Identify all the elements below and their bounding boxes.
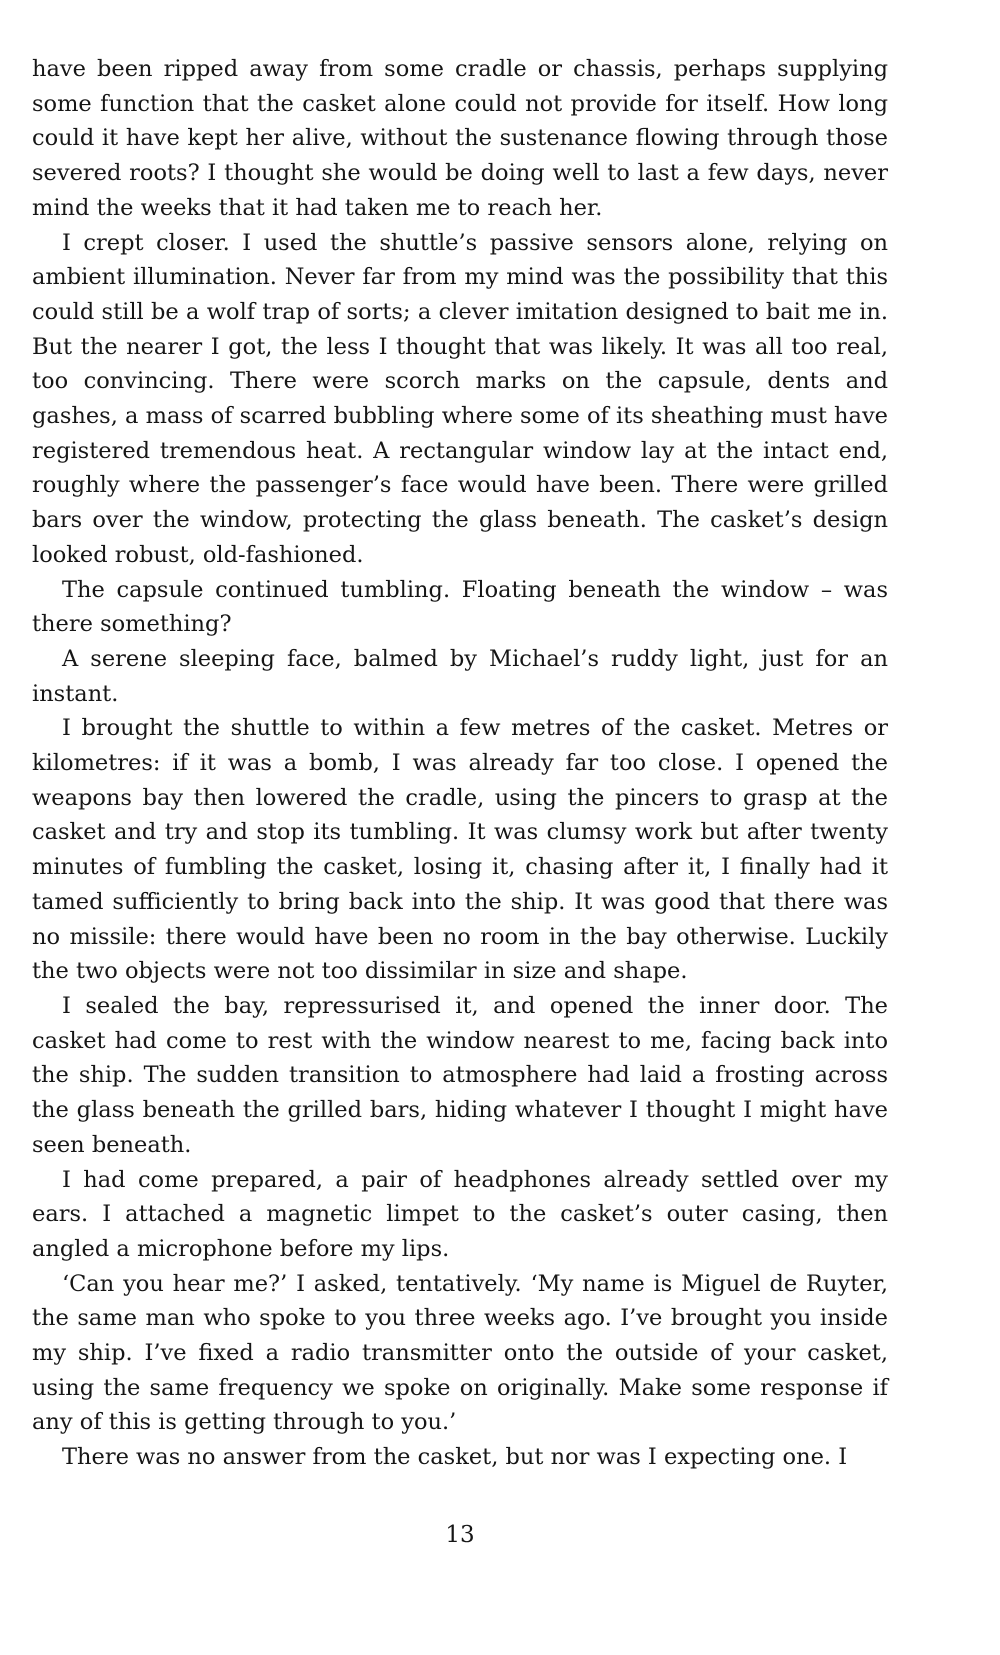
paragraph-final: There was no answer from the casket, but nor was I expecting one. I — [62, 1444, 848, 1471]
paragraph: ‘Can you hear me?’ I asked, tentatively. ‘My name is Miguel de Ruyter, the same man who spoke to you three weeks ago. I’ve brought you inside my ship. I’ve fixed a radio transmitter onto the outside of your casket, using the same frequency we spoke on originally. Make some response if any of this is getting through to you.’ — [32, 1270, 888, 1436]
paragraph: The capsule continued tumbling. Floating beneath the window – was there something? — [32, 576, 888, 638]
paragraph: A serene sleeping face, balmed by Michael’s ruddy light, just for an instant. — [32, 645, 888, 707]
page-number: 13 — [445, 1522, 475, 1548]
paragraph: I had come prepared, a pair of headphones already settled over my ears. I attached a magnetic limpet to the casket’s outer casing, then angled a microphone before my lips. — [32, 1166, 888, 1262]
paragraph: I sealed the bay, repressurised it, and opened the inner door. The casket had come to rest with the window nearest to me, facing back into the ship. The sudden transition to atmosphere had laid a frosting across the glass beneath the grilled bars, hiding whatever I thought I might have seen beneath. — [32, 992, 888, 1158]
paragraph: I crept closer. I used the shuttle’s passive sensors alone, relying on ambient illumination. Never far from my mind was the possibility that this could still be a wolf trap of sorts; a clever imitation designed to bait me in. But the nearer I got, the less I thought that was likely. It was all too real, too convincing. There were scorch marks on the capsule, dents and gashes, a mass of scarred bubbling where some of its sheathing must have registered tremendous heat. A rectangular window lay at the intact end, roughly where the passenger’s face would have been. There were grilled bars over the window, protecting the glass beneath. The casket’s design looked robust, old-fashioned. — [32, 229, 888, 568]
paragraph-continued: have been ripped away from some cradle or chassis, perhaps supplying some function that the casket alone could not provide for itself. How long could it have kept her alive, without the sustenance flowing through those severed roots? I thought she would be doing well to last a few days, never mind the weeks that it had taken me to reach her. — [32, 56, 888, 221]
paragraph: I brought the shuttle to within a few metres of the casket. Metres or kilometres: if it was a bomb, I was already far too close. I opened the weapons bay then lowered the cradle, using the pincers to grasp at the casket and try and stop its tumbling. It was clumsy work but after twenty minutes of fumbling the casket, losing it, chasing after it, I finally had it tamed sufficiently to bring back into the ship. It was good that there was no missile: there would have been no room in the bay otherwise. Luckily the two objects were not too dissimilar in size and shape. — [32, 715, 888, 985]
book-page-text — [32, 52, 888, 1475]
